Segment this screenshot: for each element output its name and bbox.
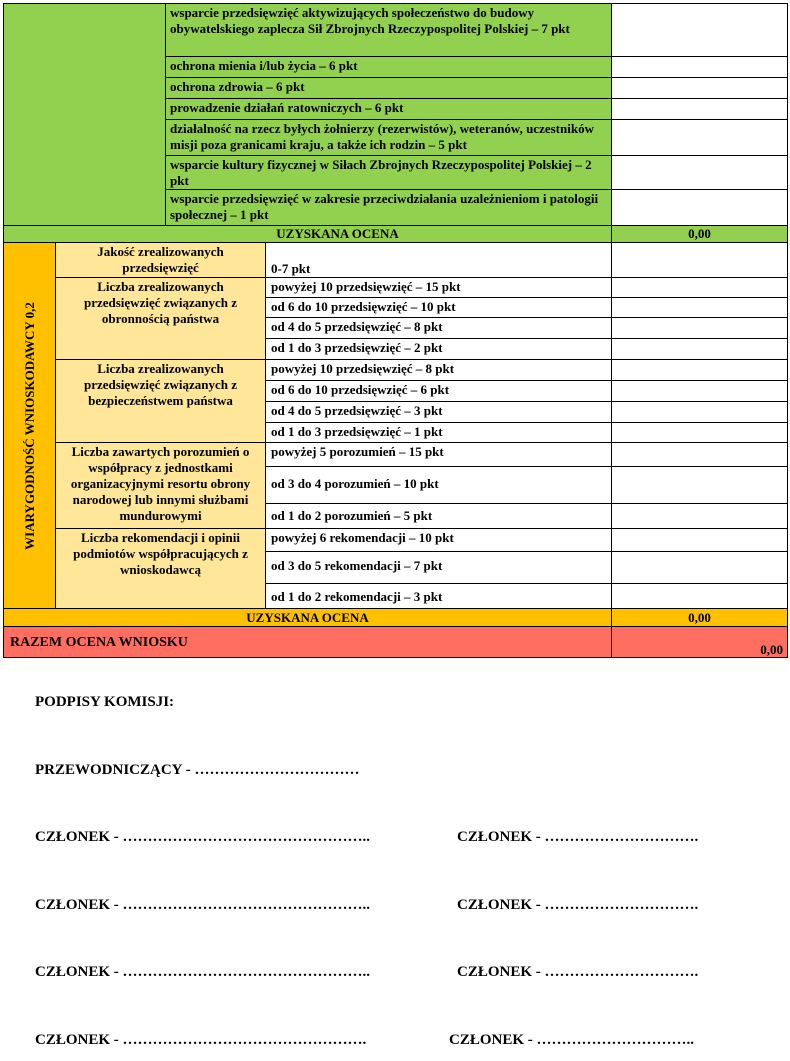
section1-side-cell (3, 3, 166, 226)
score-option: od 3 do 5 rekomendacji – 7 pkt (265, 551, 612, 584)
score-cell[interactable] (611, 56, 788, 78)
score-cell[interactable] (611, 503, 788, 529)
score-cell[interactable] (611, 317, 788, 339)
score-cell[interactable] (611, 551, 788, 584)
member-signature-line[interactable]: CZŁONEK - …………………………. (457, 897, 699, 913)
score-option: od 6 do 10 przedsięwzięć – 10 pkt (265, 297, 612, 318)
score-option: od 3 do 4 porozumień – 10 pkt (265, 466, 612, 504)
section2-total-label: UZYSKANA OCENA (3, 608, 612, 627)
section2-total-value: 0,00 (611, 608, 788, 627)
score-cell[interactable] (611, 189, 788, 226)
section1-item: ochrona mienia i/lub życia – 6 pkt (165, 56, 612, 78)
score-cell[interactable] (611, 98, 788, 120)
member-signature-line[interactable]: CZŁONEK - …………………………. (457, 829, 699, 845)
score-cell[interactable] (611, 583, 788, 609)
criterion-label: Liczba zrealizowanych przedsięwzięć związanych z bezpieczeństwem państwa (55, 359, 266, 443)
criterion-label: Jakość zrealizowanych przedsięwzięć (55, 242, 266, 278)
score-cell[interactable] (611, 466, 788, 504)
reliability-side-text: WIARYGODNOŚĆ WNIOSKODAWCY 0,2 (21, 301, 37, 550)
score-cell[interactable] (611, 380, 788, 402)
member-signature-line[interactable]: CZŁONEK - ………………………………………….. (35, 897, 371, 913)
score-cell[interactable] (611, 119, 788, 156)
section1-item: działalność na rzecz byłych żołnierzy (rezerwistów), weteranów, uczestników misji poza granicami kraju, a także ich rodzin – 5 pkt (165, 119, 612, 156)
section1-item: ochrona zdrowia – 6 pkt (165, 77, 612, 99)
member-signature-line[interactable]: CZŁONEK - …………………………. (457, 964, 699, 980)
criterion-label: Liczba zawartych porozumień o współpracy z jednostkami organizacyjnymi resortu obrony narodowej lub innymi służbami mundurowymi (55, 442, 266, 529)
score-option: 0-7 pkt (265, 242, 612, 278)
score-option: powyżej 6 rekomendacji – 10 pkt (265, 528, 612, 552)
score-option: od 4 do 5 przedsięwzięć – 8 pkt (265, 317, 612, 339)
reliability-side-label (3, 242, 56, 609)
chair-signature-line[interactable]: PRZEWODNICZĄCY - …………………………… (35, 762, 360, 778)
score-option: od 1 do 2 rekomendacji – 3 pkt (265, 583, 612, 609)
member-signature-line[interactable]: CZŁONEK - ………………………………………….. (35, 829, 371, 845)
criterion-label: Liczba zrealizowanych przedsięwzięć związanych z obronnością państwa (55, 277, 266, 360)
score-option: powyżej 5 porozumień – 15 pkt (265, 442, 612, 467)
score-option: powyżej 10 przedsięwzięć – 8 pkt (265, 359, 612, 381)
score-cell[interactable] (611, 3, 788, 57)
member-signature-line[interactable]: CZŁONEK - …………………………………………. (35, 1032, 367, 1048)
score-cell[interactable] (611, 155, 788, 190)
score-cell[interactable] (611, 359, 788, 381)
section1-item: wsparcie przedsięwzięć w zakresie przeciwdziałania uzależnieniom i patologii społecznej – 1 pkt (165, 189, 612, 226)
grand-total-value: 0,00 (611, 626, 788, 658)
score-cell[interactable] (611, 442, 788, 467)
score-cell[interactable] (611, 297, 788, 318)
score-option: od 6 do 10 przedsięwzięć – 6 pkt (265, 380, 612, 402)
score-cell[interactable] (611, 277, 788, 298)
grand-total-label: RAZEM OCENA WNIOSKU (3, 626, 612, 658)
score-option: powyżej 10 przedsięwzięć – 15 pkt (265, 277, 612, 298)
score-cell[interactable] (611, 338, 788, 360)
section1-item: wsparcie przedsięwzięć aktywizujących społeczeństwo do budowy obywatelskiego zaplecza Sił Zbrojnych Rzeczypospolitej Polskiej – 7 pkt (165, 3, 612, 57)
score-option: od 1 do 2 porozumień – 5 pkt (265, 503, 612, 529)
criterion-label: Liczba rekomendacji i opinii podmiotów współpracujących z wnioskodawcą (55, 528, 266, 609)
score-cell[interactable] (611, 528, 788, 552)
score-option: od 4 do 5 przedsięwzięć – 3 pkt (265, 401, 612, 423)
score-option: od 1 do 3 przedsięwzięć – 2 pkt (265, 338, 612, 360)
member-signature-line[interactable]: CZŁONEK - ………………………………………….. (35, 964, 371, 980)
score-cell[interactable] (611, 242, 788, 278)
score-cell[interactable] (611, 77, 788, 99)
score-cell[interactable] (611, 422, 788, 443)
member-signature-line[interactable]: CZŁONEK - ………………………….. (449, 1032, 695, 1048)
score-cell[interactable] (611, 401, 788, 423)
signatures-heading: PODPISY KOMISJI: (35, 694, 175, 710)
section1-item: prowadzenie działań ratowniczych – 6 pkt (165, 98, 612, 120)
section1-item: wsparcie kultury fizycznej w Siłach Zbrojnych Rzeczypospolitej Polskiej – 2 pkt (165, 155, 612, 190)
score-option: od 1 do 3 przedsięwzięć – 1 pkt (265, 422, 612, 443)
section1-total-label: UZYSKANA OCENA (3, 225, 612, 243)
section1-total-value: 0,00 (611, 225, 788, 243)
